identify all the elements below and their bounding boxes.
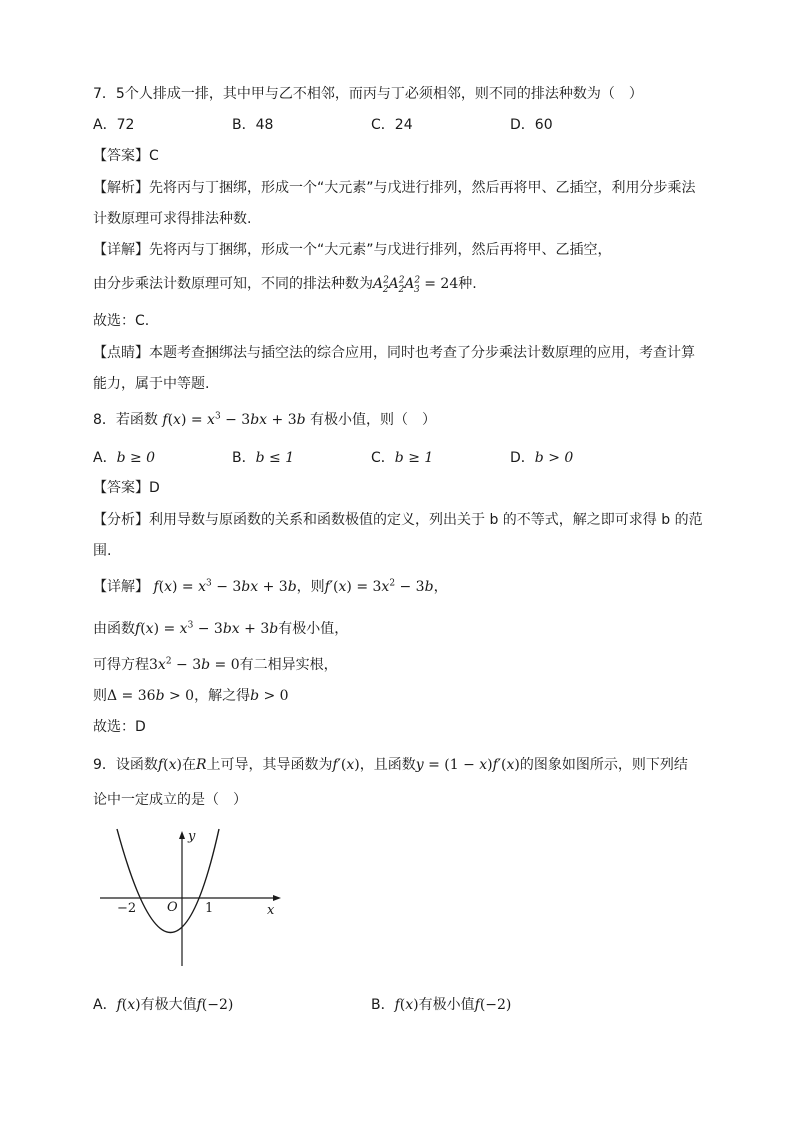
q9-stem-line-1: 9．设函数f(x)在R上可导，其导函数为f′(x)，且函数y = (1 − x)f′(x)的图象如图所示，则下列结 bbox=[93, 757, 688, 773]
q7-option-a: A．72 bbox=[93, 117, 135, 133]
q9-stem-line-2: 论中一定成立的是（ ） bbox=[93, 792, 247, 808]
parabola-curve bbox=[117, 829, 219, 933]
x-axis-arrow-icon bbox=[273, 895, 281, 901]
q8-option-b: B．b ≤ 1 bbox=[232, 450, 295, 466]
origin-label: O bbox=[167, 900, 178, 915]
q9-option-a: A．f(x)有极大值f(−2) bbox=[93, 997, 234, 1013]
q8-detail-line-3: 可得方程$3x^2 - 3b = 0$有二相异实根， bbox=[93, 656, 338, 673]
q8-detail-line-4: 则Δ = 36b > 0，解之得b > 0 bbox=[93, 688, 289, 704]
permutation-formula: $A^2_2A^2_2A^2_3$ bbox=[373, 275, 421, 295]
q8-option-d: D．b > 0 bbox=[510, 450, 574, 466]
y-axis-label: y bbox=[188, 829, 196, 844]
q7-answer: 【答案】C bbox=[93, 148, 159, 164]
y-axis-arrow-icon bbox=[179, 831, 185, 839]
q8-detail-line-1: 【详解】 $f(x) = x^3 - 3bx + 3b$，则$f'(x) = 3x^2 - 3b$， bbox=[93, 578, 448, 595]
q8-stem: 8．若函数 $f(x) = x^3 - 3bx + 3b$ 有极小值，则（ ） bbox=[93, 411, 437, 428]
q7-number: 7． bbox=[93, 86, 116, 102]
tick-label-1: 1 bbox=[205, 901, 214, 916]
q7-option-d: D．60 bbox=[510, 117, 553, 133]
q8-option-a: A．b ≥ 0 bbox=[93, 450, 156, 466]
q7-analysis-line-2: 计数原理可求得排法种数. bbox=[93, 211, 252, 227]
q7-option-b: B．48 bbox=[232, 117, 274, 133]
q9-option-b: B．f(x)有极小值f(−2) bbox=[371, 997, 512, 1013]
q7-option-c: C．24 bbox=[371, 117, 413, 133]
derivative-graph bbox=[95, 826, 285, 972]
q7-analysis-line-1: 【解析】先将丙与丁捆绑，形成一个“大元素”与戊进行排列，然后再将甲、乙插空，利用分步乘法 bbox=[93, 180, 696, 196]
q7-conclusion: 故选：C. bbox=[93, 313, 150, 329]
q7-detail-line-1: 【详解】先将丙与丁捆绑，形成一个“大元素”与戊进行排列，然后再将甲、乙插空， bbox=[93, 242, 612, 258]
q8-detail-line-2: 由函数$f(x) = x^3 - 3bx + 3b$有极小值， bbox=[93, 620, 349, 637]
q7-stem-text: 5个人排成一排，其中甲与乙不相邻，而丙与丁必须相邻，则不同的排法种数为（ ） bbox=[115, 86, 643, 102]
q7-detail-line-2: 由分步乘法计数原理可知，不同的排法种数为$A^2_2A^2_2A^2_3 = 24$种. bbox=[93, 275, 477, 295]
q7-stem bbox=[93, 84, 643, 104]
q8-conclusion: 故选：D bbox=[93, 719, 146, 735]
q7-comment-line-2: 能力，属于中等题. bbox=[93, 376, 210, 392]
q7-comment-line-1: 【点睛】本题考查捆绑法与插空法的综合应用，同时也考查了分步乘法计数原理的应用，考查计算 bbox=[93, 345, 695, 361]
q8-analysis-line-1: 【分析】利用导数与原函数的关系和函数极值的定义，列出关于 b 的不等式，解之即可求得 b 的范 bbox=[93, 512, 703, 528]
x-axis-label: x bbox=[267, 903, 275, 918]
q8-option-c: C．b ≥ 1 bbox=[371, 450, 434, 466]
q8-analysis-line-2: 围. bbox=[93, 543, 112, 559]
q8-answer: 【答案】D bbox=[93, 480, 160, 496]
tick-label-neg2: −2 bbox=[117, 901, 137, 916]
